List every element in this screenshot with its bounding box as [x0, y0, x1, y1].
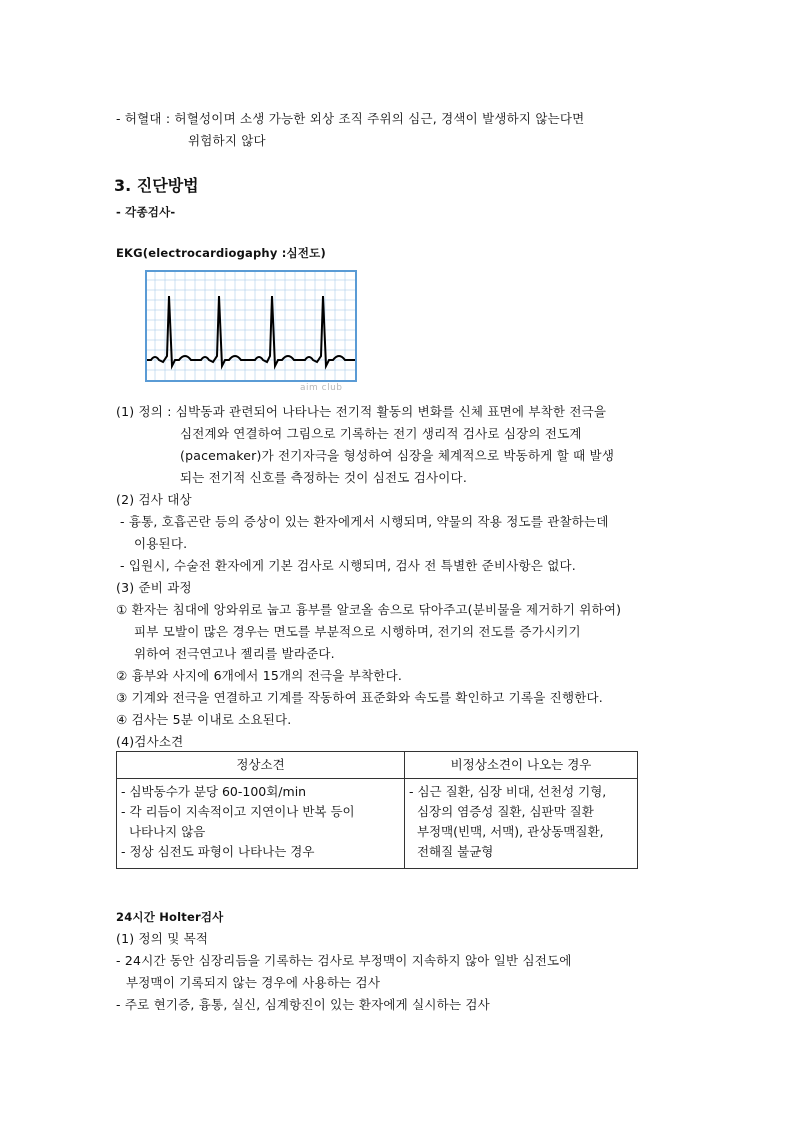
definition-line: 되는 전기적 신호를 측정하는 것이 심전도 검사이다.	[180, 470, 467, 485]
holter-line: - 24시간 동안 심장리듬을 기록하는 검사로 부정맥이 지속하지 않아 일반 심전도에	[116, 953, 572, 968]
definition-line: (1) 정의 : 심박동과 관련되어 나타나는 전기적 활동의 변화를 신체 표면에 부착한 전극을	[116, 404, 607, 419]
holter-title: 24시간 Holter검사	[116, 910, 224, 924]
prep-heading: (3) 준비 과정	[116, 580, 192, 595]
abnormal-cell	[405, 779, 638, 869]
abnormal-line: 심장의 염증성 질환, 심판막 질환	[409, 804, 594, 819]
target-line: 이용된다.	[134, 536, 188, 551]
definition-line: (pacemaker)가 전기자극을 형성하여 심장을 체계적으로 박동하게 할 때 발생	[180, 448, 615, 463]
prep-step: 위하여 전극연고나 젤리를 발라준다.	[134, 646, 335, 661]
normal-line: - 정상 심전도 파형이 나타나는 경우	[121, 844, 315, 859]
prep-step: ④ 검사는 5분 이내로 소요된다.	[116, 712, 292, 727]
abnormal-line: 전해질 불균형	[409, 844, 494, 859]
definition-line: 심전계와 연결하여 그림으로 기록하는 전기 생리적 검사로 심장의 전도계	[180, 426, 582, 441]
prep-step: 피부 모발이 많은 경우는 면도를 부분적으로 시행하며, 전기의 전도를 증가시키기	[134, 624, 581, 639]
target-line: - 흉통, 호흡곤란 등의 증상이 있는 환자에게서 시행되며, 약물의 작용 정도를 관찰하는데	[120, 514, 609, 529]
normal-line: - 각 리듬이 지속적이고 지연이나 반복 등이	[121, 804, 355, 819]
prep-step: ① 환자는 침대에 앙와위로 눕고 흉부를 알코올 솜으로 닦아주고(분비물을 제거하기 위하여)	[116, 602, 622, 617]
ekg-figure	[145, 270, 357, 382]
intro-line: 위험하지 않다	[188, 133, 266, 148]
header-normal: 정상소견	[117, 752, 405, 779]
header-abnormal: 비정상소견이 나오는 경우	[405, 752, 638, 779]
target-line: - 입원시, 수술전 환자에게 기본 검사로 시행되며, 검사 전 특별한 준비사항은 없다.	[120, 558, 576, 573]
holter-line: 부정맥이 기록되지 않는 경우에 사용하는 검사	[126, 975, 381, 990]
section-subheading: - 각종검사-	[116, 205, 176, 219]
findings-table	[116, 751, 638, 869]
ekg-trace	[147, 296, 355, 366]
section-heading: 3. 진단방법	[114, 176, 199, 195]
ekg-title: EKG(electrocardiogaphy :심전도)	[116, 246, 326, 260]
target-heading: (2) 검사 대상	[116, 492, 192, 507]
holter-heading: (1) 정의 및 목적	[116, 931, 209, 946]
abnormal-line: 부정맥(빈맥, 서맥), 관상동맥질환,	[409, 824, 604, 839]
prep-step: ② 흉부와 사지에 6개에서 15개의 전극을 부착한다.	[116, 668, 403, 683]
intro-line: - 허혈대 : 허혈성이며 소생 가능한 외상 조직 주위의 심근, 경색이 발생하지 않는다면	[116, 111, 585, 126]
normal-line: 나타나지 않음	[121, 824, 206, 839]
findings-heading: (4)검사소견	[116, 734, 184, 749]
abnormal-line: - 심근 질환, 심장 비대, 선천성 기형,	[409, 784, 607, 799]
normal-line: - 심박동수가 분당 60-100회/min	[121, 784, 307, 799]
ekg-watermark: aim club	[300, 383, 343, 393]
prep-step: ③ 기계와 전극을 연결하고 기계를 작동하여 표준화와 속도를 확인하고 기록을 진행한다.	[116, 690, 603, 705]
holter-line: - 주로 현기증, 흉통, 실신, 심계항진이 있는 환자에게 실시하는 검사	[116, 997, 490, 1012]
normal-cell	[117, 779, 405, 869]
